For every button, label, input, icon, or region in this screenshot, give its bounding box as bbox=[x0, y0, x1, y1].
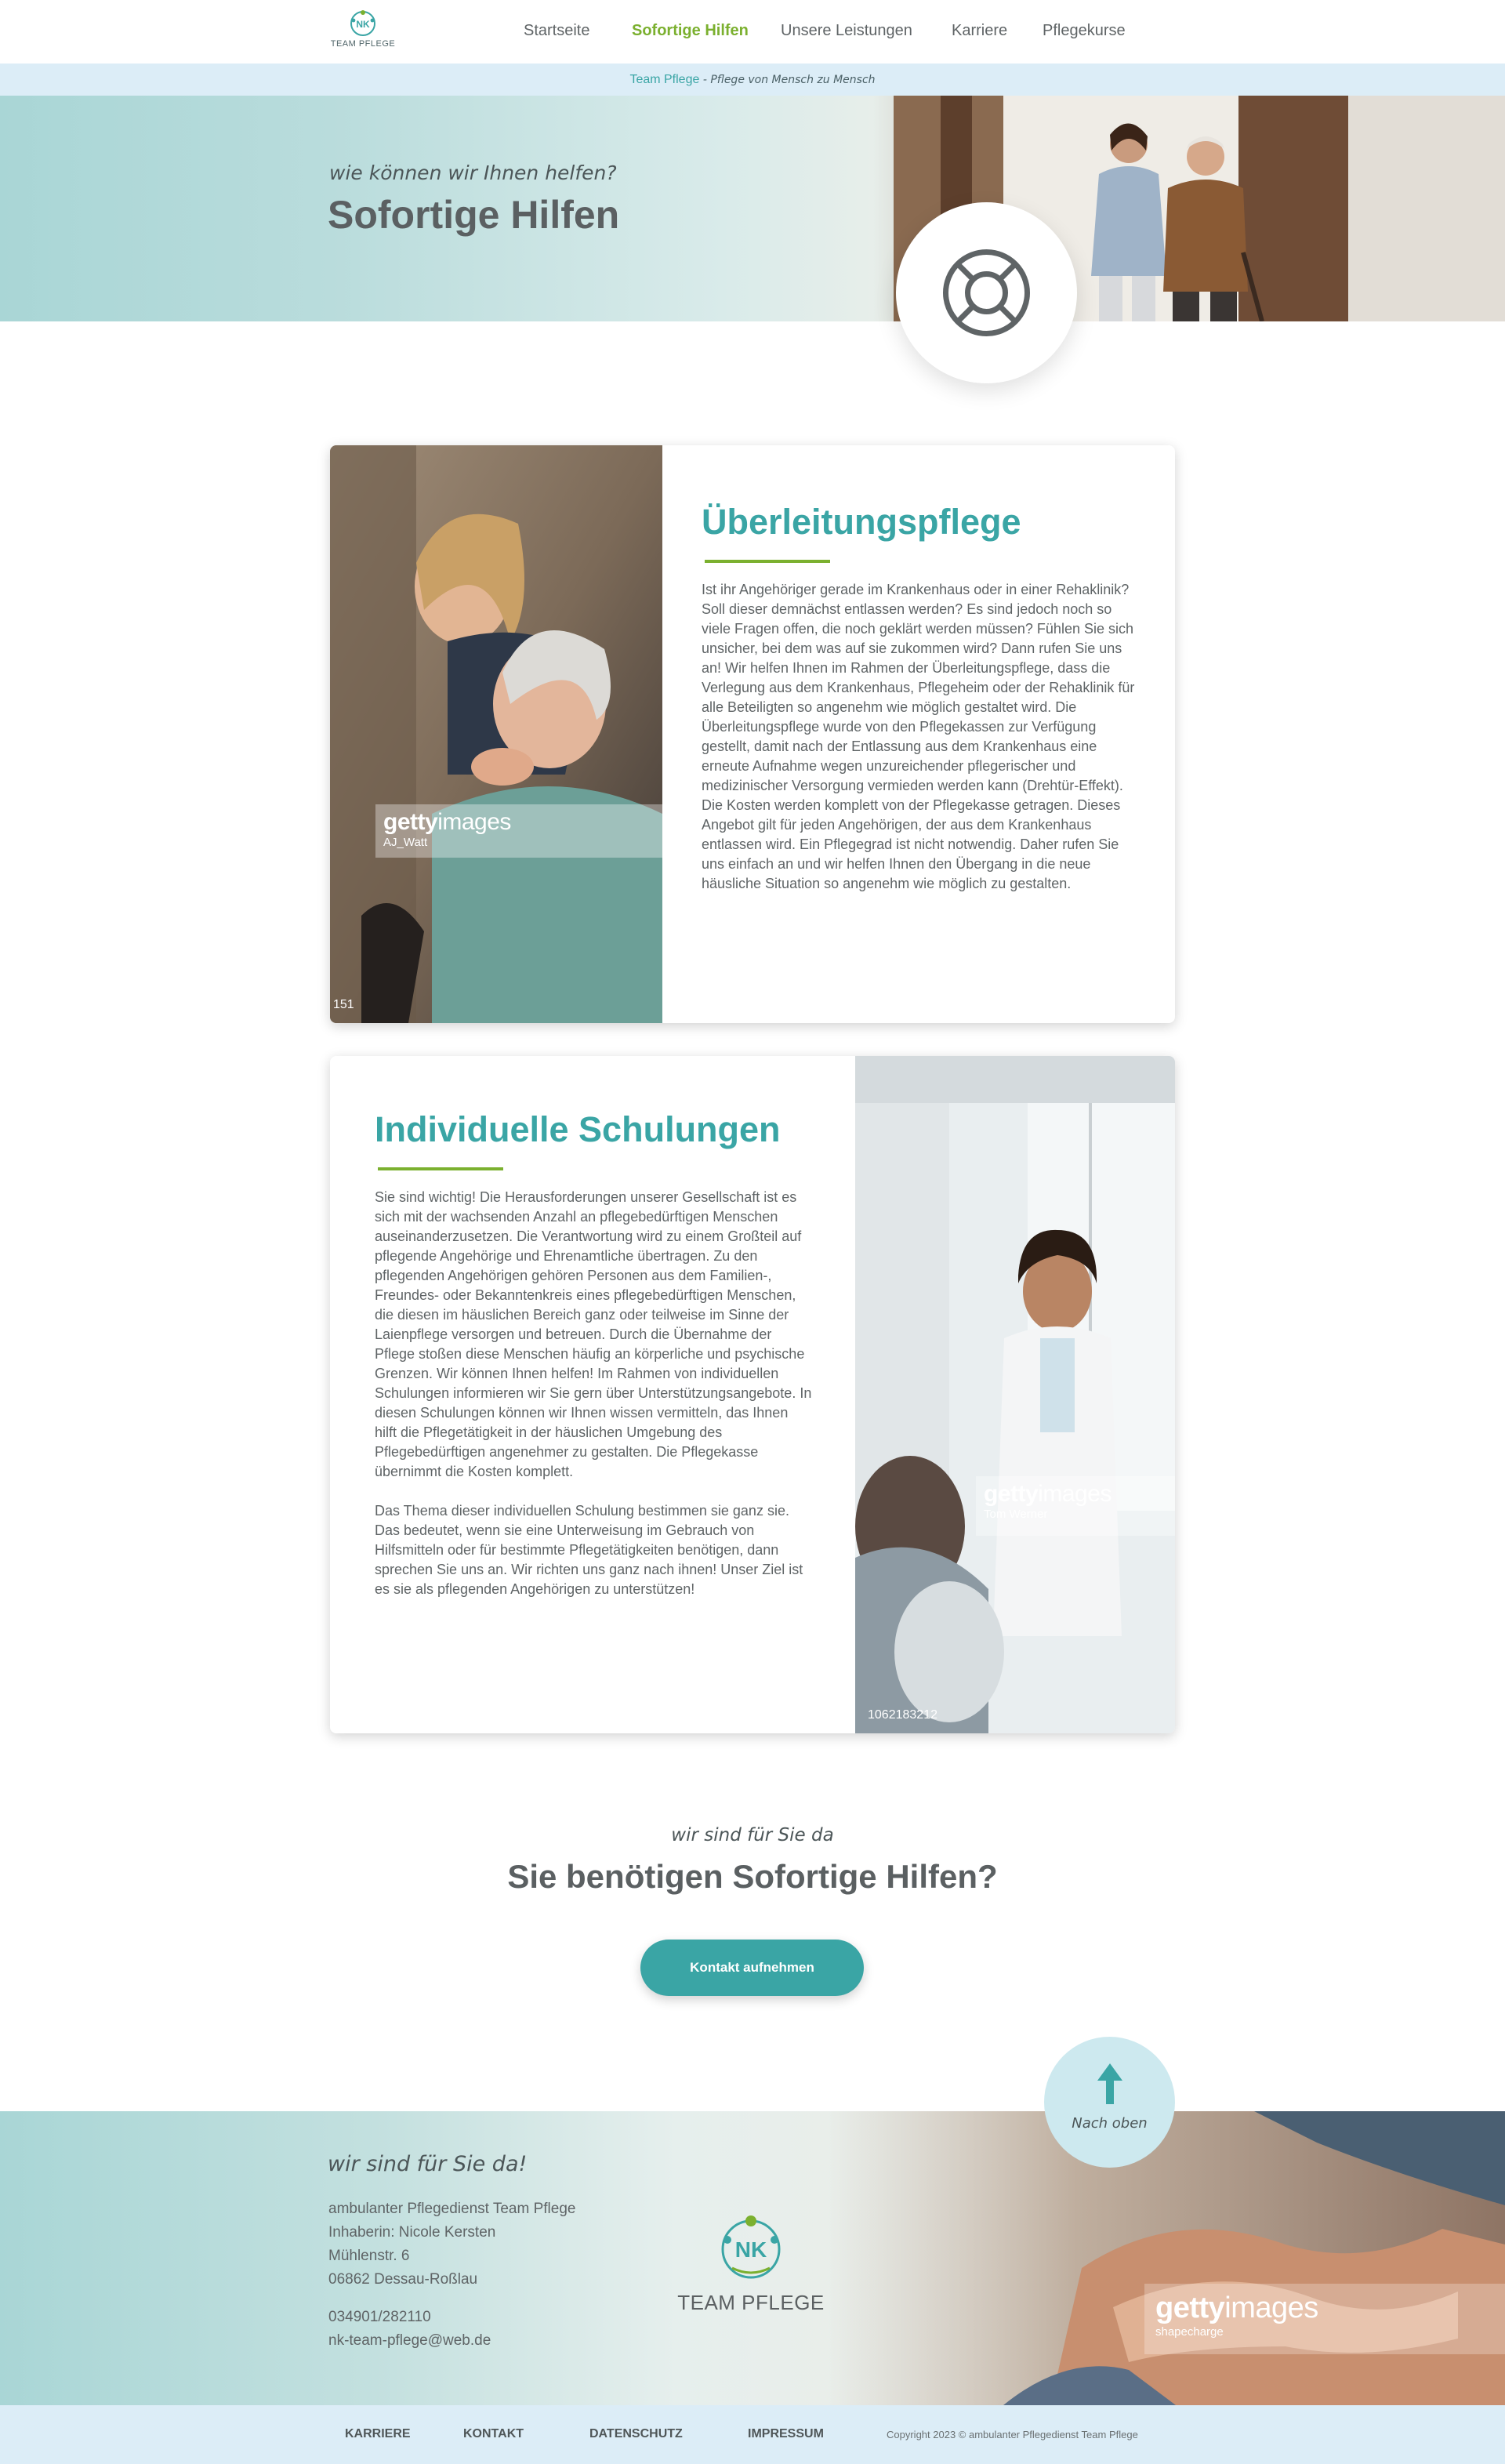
cta-title: Sie benötigen Sofortige Hilfen? bbox=[507, 1858, 998, 1895]
arrow-up-icon bbox=[1097, 2063, 1122, 2104]
nav-item-sofortige-hilfen[interactable]: Sofortige Hilfen bbox=[632, 22, 749, 39]
card-text bbox=[702, 502, 1141, 894]
photo-id: 151 bbox=[333, 998, 354, 1011]
tagline-bar bbox=[0, 64, 1505, 96]
hero-banner bbox=[0, 96, 1505, 321]
tagline-brand: Team Pflege bbox=[629, 73, 700, 86]
nav-item-unsere-leistungen[interactable]: Unsere Leistungen bbox=[781, 22, 912, 39]
footer-logo-text: TEAM PFLEGE bbox=[677, 2291, 825, 2314]
footer-photo-hands bbox=[847, 2111, 1505, 2405]
photo-id: 1062183212 bbox=[868, 1708, 937, 1722]
logo-monogram: NK bbox=[734, 2237, 767, 2262]
title-divider bbox=[705, 560, 830, 563]
title-divider bbox=[378, 1167, 503, 1170]
watermark-brand-b: images bbox=[1038, 1481, 1112, 1507]
footer-spacer bbox=[328, 2292, 575, 2306]
contact-button[interactable]: Kontakt aufnehmen bbox=[640, 1940, 864, 1996]
logo-icon bbox=[347, 9, 379, 38]
footer-city: 06862 Dessau-Roßlau bbox=[328, 2271, 478, 2288]
tagline-separator: - bbox=[699, 74, 711, 86]
back-to-top-button[interactable] bbox=[1044, 2037, 1175, 2168]
card-title: Individuelle Schulungen bbox=[375, 1109, 781, 1149]
watermark-brand-a: getty bbox=[1155, 2292, 1225, 2324]
hero-icon-circle bbox=[896, 202, 1077, 383]
photo-credit: AJ_Watt bbox=[383, 836, 428, 849]
card-body: Ist ihr Angehöriger gerade im Krankenhaus oder in einer Rehaklinik? Soll dieser demnächst entlassen werden? Es sind jedoch noch so viele Fragen offen, die noch geklärt werden müssen? Fühlen Sie sich unsicher, bei dem was auf sie zukommen wird? Dann rufen Sie uns an! Wir helfen Ihnen im Rahmen der Überleitungspflege, dass die Verlegung aus dem Krankenhaus, Pflegeheim oder der Rehaklinik für alle Beteiligten so angenehm wie möglich gestaltet wird. Die Überleitungspflege wurde von den Pflegekassen zur Verfügung gestellt, damit nach der Entlassung aus dem Krankenhaus eine erneute Aufnahme wegen unzureichender pflegerischer und medizinischer Versorgung vermieden werden kann (Drehtür-Effekt). Die Kosten werden komplett von der Pflegekasse getragen. Dieses Angebot gilt für jeden Angehörigen, der aus dem Krankenhaus entlassen wird. Ein Pflegegrad ist nicht notwendig. Daher rufen Sie uns einfach an und wir helfen Ihnen den Übergang in die neue häusliche Situation so angenehm wie möglich zu gestalten. bbox=[702, 582, 1139, 891]
watermark-brand-a: getty bbox=[383, 809, 438, 835]
card-text bbox=[375, 1109, 814, 1599]
footer-link-impressum[interactable]: IMPRESSUM bbox=[748, 2427, 824, 2440]
card-individuelle-schulungen bbox=[330, 1056, 1175, 1733]
footer-kicker: wir sind für Sie da! bbox=[328, 2152, 528, 2176]
logo-icon bbox=[713, 2213, 789, 2281]
footer-phone[interactable]: 034901/282110 bbox=[328, 2309, 431, 2325]
photo-watermark bbox=[976, 1476, 1175, 1536]
page-title: Sofortige Hilfen bbox=[328, 193, 620, 237]
bottom-bar bbox=[0, 2405, 1505, 2464]
footer-street: Mühlenstr. 6 bbox=[328, 2248, 410, 2264]
card-ueberleitungspflege bbox=[330, 445, 1175, 1023]
footer-logo[interactable] bbox=[673, 2213, 829, 2315]
photo-credit: Tom Werner bbox=[984, 1508, 1048, 1521]
card-photo-caregiver-hug bbox=[330, 445, 662, 1023]
logo-monogram: NK bbox=[356, 19, 370, 30]
tagline-text: Pflege von Mensch zu Mensch bbox=[710, 74, 876, 86]
site-logo[interactable] bbox=[328, 9, 398, 55]
footer-contact bbox=[328, 2197, 575, 2353]
logo-text: TEAM PFLEGE bbox=[330, 39, 396, 49]
photo-watermark bbox=[1144, 2284, 1505, 2354]
photo-credit: shapecharge bbox=[1155, 2325, 1224, 2339]
photo-watermark bbox=[375, 804, 662, 858]
card-body: Sie sind wichtig! Die Herausforderungen unserer Gesellschaft ist es sich mit der wachsenden Anzahl an pflegebedürftigen Menschen auseinanderzusetzen. Die Verantwortung wird zu einem Großteil auf pflegende Angehörige und Ehrenamtliche übertragen. Zu den pflegenden Angehörigen gehören Personen aus dem Familien-, Freundes- oder Bekanntenkreis eines pflegebedürftigen Menschen, die diesen im häuslichen Bereich ganz oder teilweise im Sinne der Laienpflege versorgen und betreuen. Durch die Übernahme der Pflege stoßen diese Menschen häufig an körperliche und psychische Grenzen. Wir können Ihnen helfen! Im Rahmen von individuellen Schulungen informieren wir Sie gern über Unterstützungsangebote. In diesen Schulungen können wir Ihnen wissen vermitteln, das Ihnen hilft die Pflegetätigkeit in der häuslichen Umgebung des Pflegebedürftigen angenehmer zu gestalten. Die Pflegekasse übernimmt die Kosten komplett. Das Thema dieser individuellen Schulung bestimmen sie ganz sie. Das bedeutet, wenn sie eine Unterweisung im Gebrauch von Hilfsmitteln oder für bestimmte Pflegetätigkeiten benötigen, dann sprechen Sie uns an. Wir richten uns ganz nach ihnen! Unser Ziel ist es sie als pflegenden Angehörigen zu unterstützen! bbox=[375, 1189, 812, 1597]
footer-link-kontakt[interactable]: KONTAKT bbox=[463, 2427, 524, 2440]
photo-caregiver-senior bbox=[330, 445, 662, 1023]
nav-item-pflegekurse[interactable]: Pflegekurse bbox=[1043, 22, 1126, 39]
nav-item-karriere[interactable]: Karriere bbox=[952, 22, 1008, 39]
footer-owner: Inhaberin: Nicole Kersten bbox=[328, 2224, 496, 2241]
footer-link-datenschutz[interactable]: DATENSCHUTZ bbox=[589, 2427, 683, 2440]
cta-kicker: wir sind für Sie da bbox=[671, 1825, 834, 1845]
copyright-text: Copyright 2023 © ambulanter Pflegedienst Team Pflege bbox=[887, 2429, 1138, 2440]
back-to-top-label: Nach oben bbox=[1072, 2115, 1148, 2132]
top-navigation bbox=[0, 0, 1505, 64]
photo-doctor-presenting bbox=[855, 1056, 1175, 1733]
card-photo-doctor-training bbox=[855, 1056, 1175, 1733]
footer-email[interactable]: nk-team-pflege@web.de bbox=[328, 2332, 491, 2349]
hero-kicker: wie können wir Ihnen helfen? bbox=[329, 161, 617, 184]
watermark-brand-a: getty bbox=[984, 1481, 1039, 1507]
watermark-brand-b: images bbox=[437, 809, 511, 835]
lifebuoy-icon bbox=[941, 247, 1032, 339]
card-title: Überleitungspflege bbox=[702, 502, 1021, 542]
watermark-brand-b: images bbox=[1224, 2292, 1318, 2324]
footer-company: ambulanter Pflegedienst Team Pflege bbox=[328, 2201, 576, 2217]
footer-link-karriere[interactable]: KARRIERE bbox=[345, 2427, 411, 2440]
footer bbox=[0, 2111, 1505, 2405]
nav-item-startseite[interactable]: Startseite bbox=[524, 22, 590, 39]
